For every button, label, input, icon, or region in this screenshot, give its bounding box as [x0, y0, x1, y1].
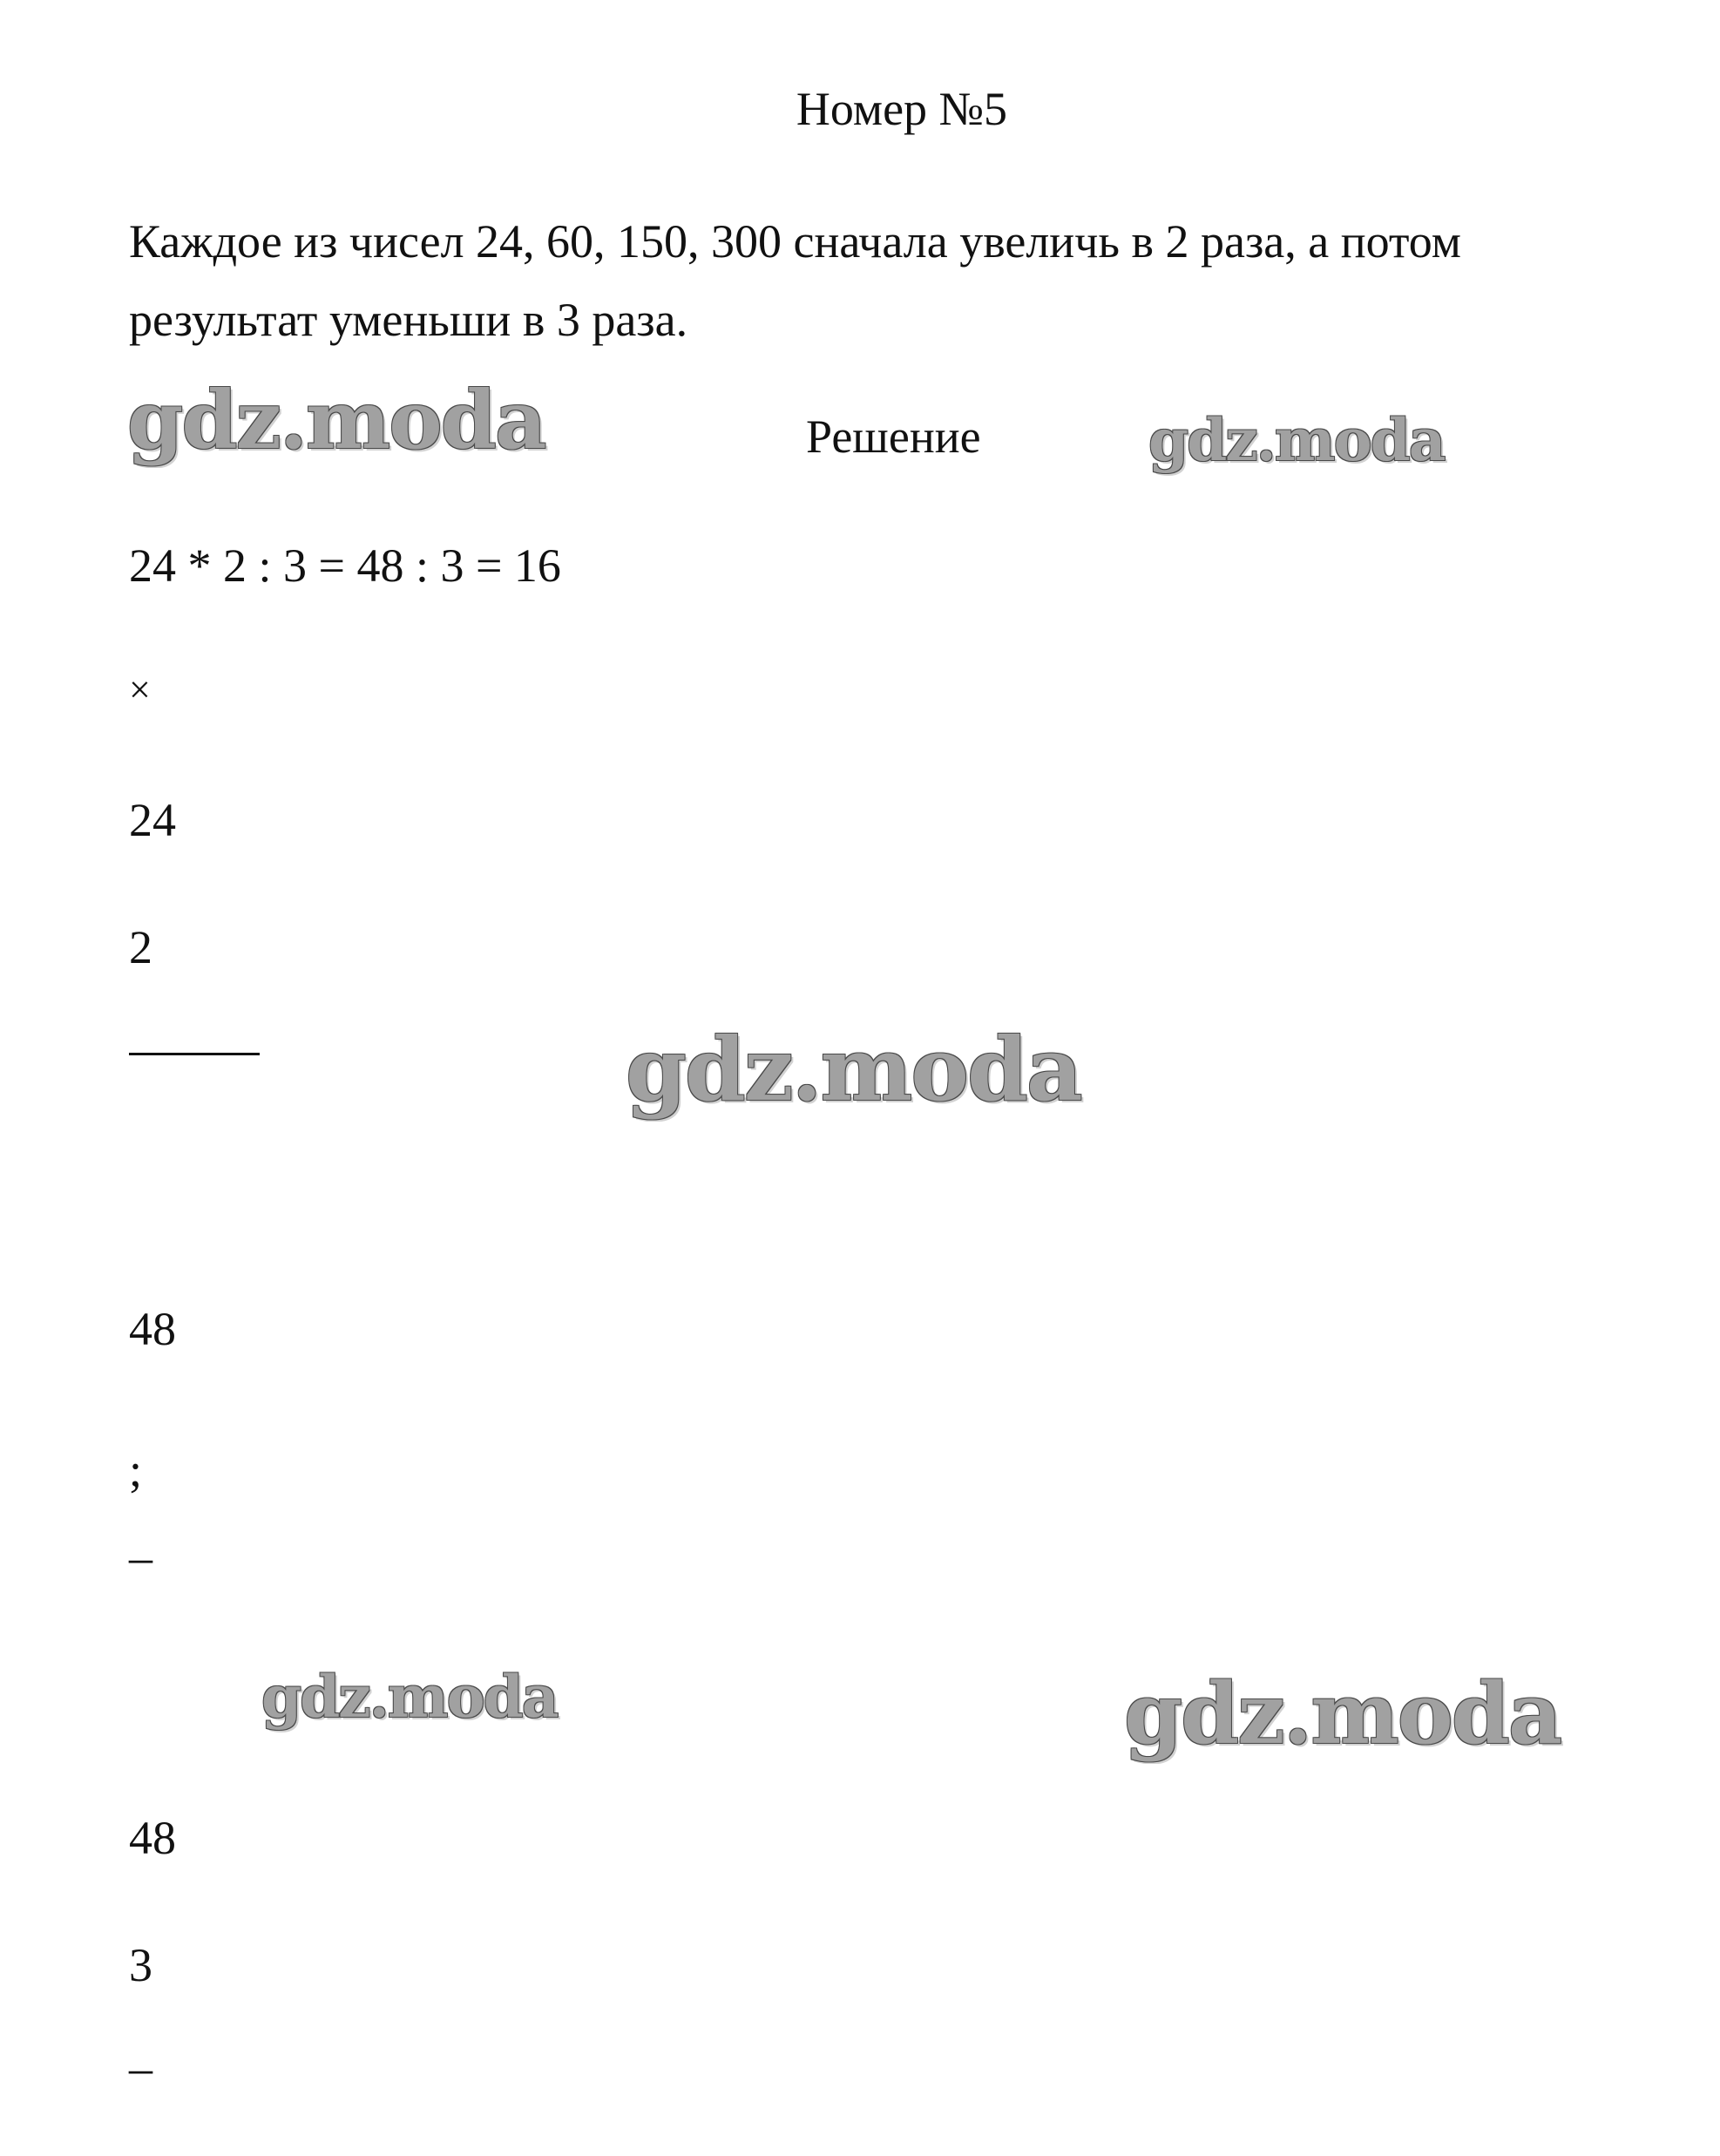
watermark: gdz.moda	[626, 1018, 1081, 1121]
task-text: Каждое из чисел 24, 60, 150, 300 сначала увеличь в 2 раза, а потом результат уменьши в 3 раза.	[129, 215, 1461, 346]
multiplicand: 24	[129, 794, 176, 846]
solution-heading: Решение	[806, 410, 981, 463]
equation-line: 24 * 2 : 3 = 48 : 3 = 16	[129, 539, 561, 592]
divisor: 3	[129, 1939, 152, 1991]
minus-sign: –	[129, 1531, 152, 1583]
multiplier: 2	[129, 921, 152, 973]
page-title: Номер №5	[796, 83, 1008, 135]
fraction-line	[129, 1053, 260, 1055]
dividend: 48	[129, 1812, 176, 1864]
product: 48	[129, 1303, 176, 1355]
watermark: gdz.moda	[1148, 406, 1445, 474]
watermark: gdz.moda	[261, 1663, 558, 1731]
minus-sign: –	[129, 2042, 152, 2094]
times-sign: ×	[129, 668, 151, 711]
watermark: gdz.moda	[1124, 1664, 1561, 1763]
semicolon: ;	[129, 1444, 143, 1496]
watermark: gdz.moda	[127, 373, 545, 467]
